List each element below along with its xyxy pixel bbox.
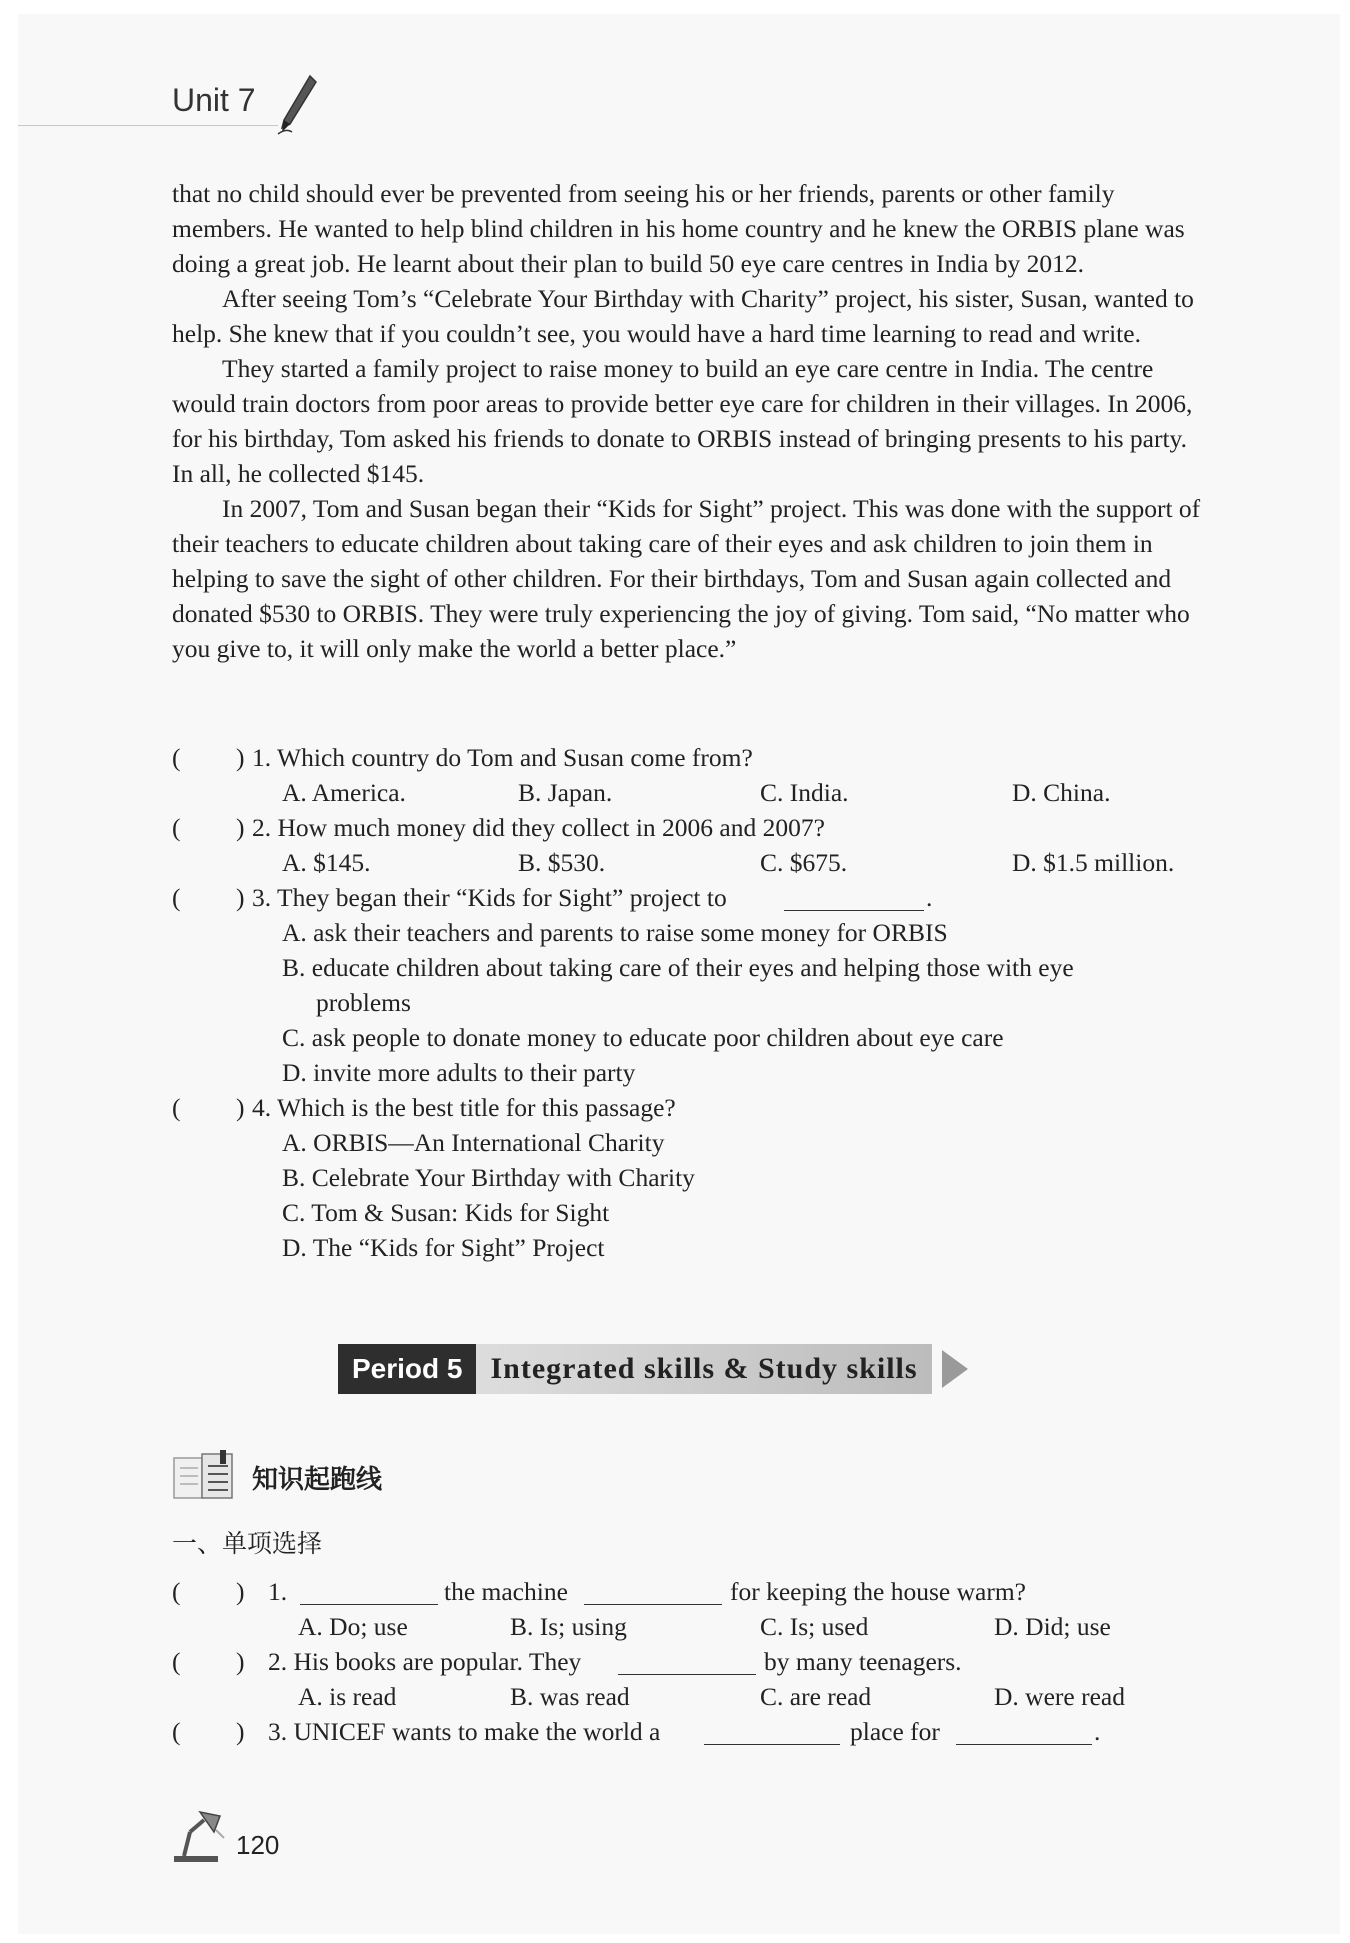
option: D. were read [994,1682,1125,1711]
answer-paren-close: ) [236,813,245,842]
header-rule [18,125,278,126]
knowledge-section-header [172,1450,382,1504]
answer-paren-open: ( [172,1647,181,1676]
answer-blank[interactable] [704,1718,840,1745]
option: B. Is; using [510,1612,627,1641]
option: C. are read [760,1682,872,1711]
option: C. $675. [760,848,848,877]
knowledge-title: 知识起跑线 [252,1464,383,1495]
passage-paragraph: In 2007, Tom and Susan began their “Kids for Sight” project. This was done with the support of their teachers to educate children about taking care of their eyes and ask children to join them in helping to save the sight of other children. For their birthdays, Tom and Susan again collected and donated $530 to ORBIS. They were truly experiencing the joy of giving. Tom said, “No matter who you give to, it will only make the world a better place.” [172,494,1201,663]
option: A. is read [298,1682,397,1711]
answer-paren-open: ( [172,883,181,912]
answer-blank[interactable] [784,884,924,911]
answer-paren-close: ) [236,1093,245,1122]
book-icon [172,1450,236,1504]
option: A. ask their teachers and parents to raise some money for ORBIS [282,918,948,947]
option: B. educate children about taking care of their eyes and helping those with eye [282,953,1074,982]
option: C. Tom & Susan: Kids for Sight [282,1198,610,1227]
question-text: for keeping the house warm? [730,1577,1026,1606]
answer-paren-open: ( [172,813,181,842]
option: A. ORBIS—An International Charity [282,1128,665,1157]
question-text: 1. Which country do Tom and Susan come from? [252,743,753,772]
lamp-icon [170,1808,230,1864]
option-continuation: problems [316,988,411,1017]
option: D. The “Kids for Sight” Project [282,1233,605,1262]
answer-paren-close: ) [236,883,245,912]
period-label: Period 5 [338,1344,476,1394]
arrow-right-icon [938,1344,972,1394]
question-text: 4. Which is the best title for this passage? [252,1093,676,1122]
unit-heading: Unit 7 [172,82,256,118]
answer-paren-open: ( [172,743,181,772]
question-text: 3. UNICEF wants to make the world a [268,1717,661,1746]
answer-paren-open: ( [172,1093,181,1122]
answer-paren-open: ( [172,1717,181,1746]
passage-paragraph: that no child should ever be prevented from seeing his or her friends, parents or other family members. He wanted to help blind children in his home country and he knew the ORBIS plane was doing a great job. He learnt about their plan to build 50 eye care centres in India by 2012. [172,179,1185,278]
answer-blank[interactable] [584,1578,722,1605]
option: B. Celebrate Your Birthday with Charity [282,1163,695,1192]
question-number: 1. [268,1577,288,1606]
question-text: place for [850,1717,940,1746]
question-text: 2. How much money did they collect in 2006 and 2007? [252,813,825,842]
question-text: 3. They began their “Kids for Sight” project to [252,883,727,912]
question-period: . [926,883,933,912]
answer-paren-open: ( [172,1577,181,1606]
answer-paren-close: ) [236,743,245,772]
period-title: Integrated skills & Study skills [476,1344,931,1394]
answer-paren-close: ) [236,1647,245,1676]
option: D. China. [1012,778,1111,807]
reading-passage [172,176,1212,666]
question-text: 2. His books are popular. They [268,1647,582,1676]
option: A. America. [282,778,406,807]
option: D. invite more adults to their party [282,1058,636,1087]
option: C. India. [760,778,849,807]
answer-blank[interactable] [618,1648,756,1675]
question-text: by many teenagers. [764,1647,962,1676]
option: D. Did; use [994,1612,1111,1641]
answer-blank[interactable] [300,1578,438,1605]
pen-icon [276,74,318,136]
answer-paren-close: ) [236,1717,245,1746]
question-text: the machine [444,1577,568,1606]
option: B. Japan. [518,778,613,807]
option: B. $530. [518,848,606,877]
option: A. Do; use [298,1612,408,1641]
section-title: 一、单项选择 [172,1529,323,1558]
option: C. ask people to donate money to educate poor children about eye care [282,1023,1004,1052]
answer-paren-close: ) [236,1577,245,1606]
page-number: 120 [236,1830,280,1860]
answer-blank[interactable] [956,1718,1092,1745]
option: C. Is; used [760,1612,869,1641]
passage-paragraph: After seeing Tom’s “Celebrate Your Birthday with Charity” project, his sister, Susan, wanted to help. She knew that if you couldn’t see, you would have a hard time learning to read and write. [172,284,1194,348]
period-banner [338,1344,972,1394]
option: D. $1.5 million. [1012,848,1175,877]
question-period: . [1094,1717,1101,1746]
option: B. was read [510,1682,630,1711]
passage-paragraph: They started a family project to raise money to build an eye care centre in India. The centre would train doctors from poor areas to provide better eye care for children in their villages. In 2006, for his birthday, Tom asked his friends to donate to ORBIS instead of bringing presents to his party. In all, he collected $145. [172,354,1193,488]
option: A. $145. [282,848,371,877]
